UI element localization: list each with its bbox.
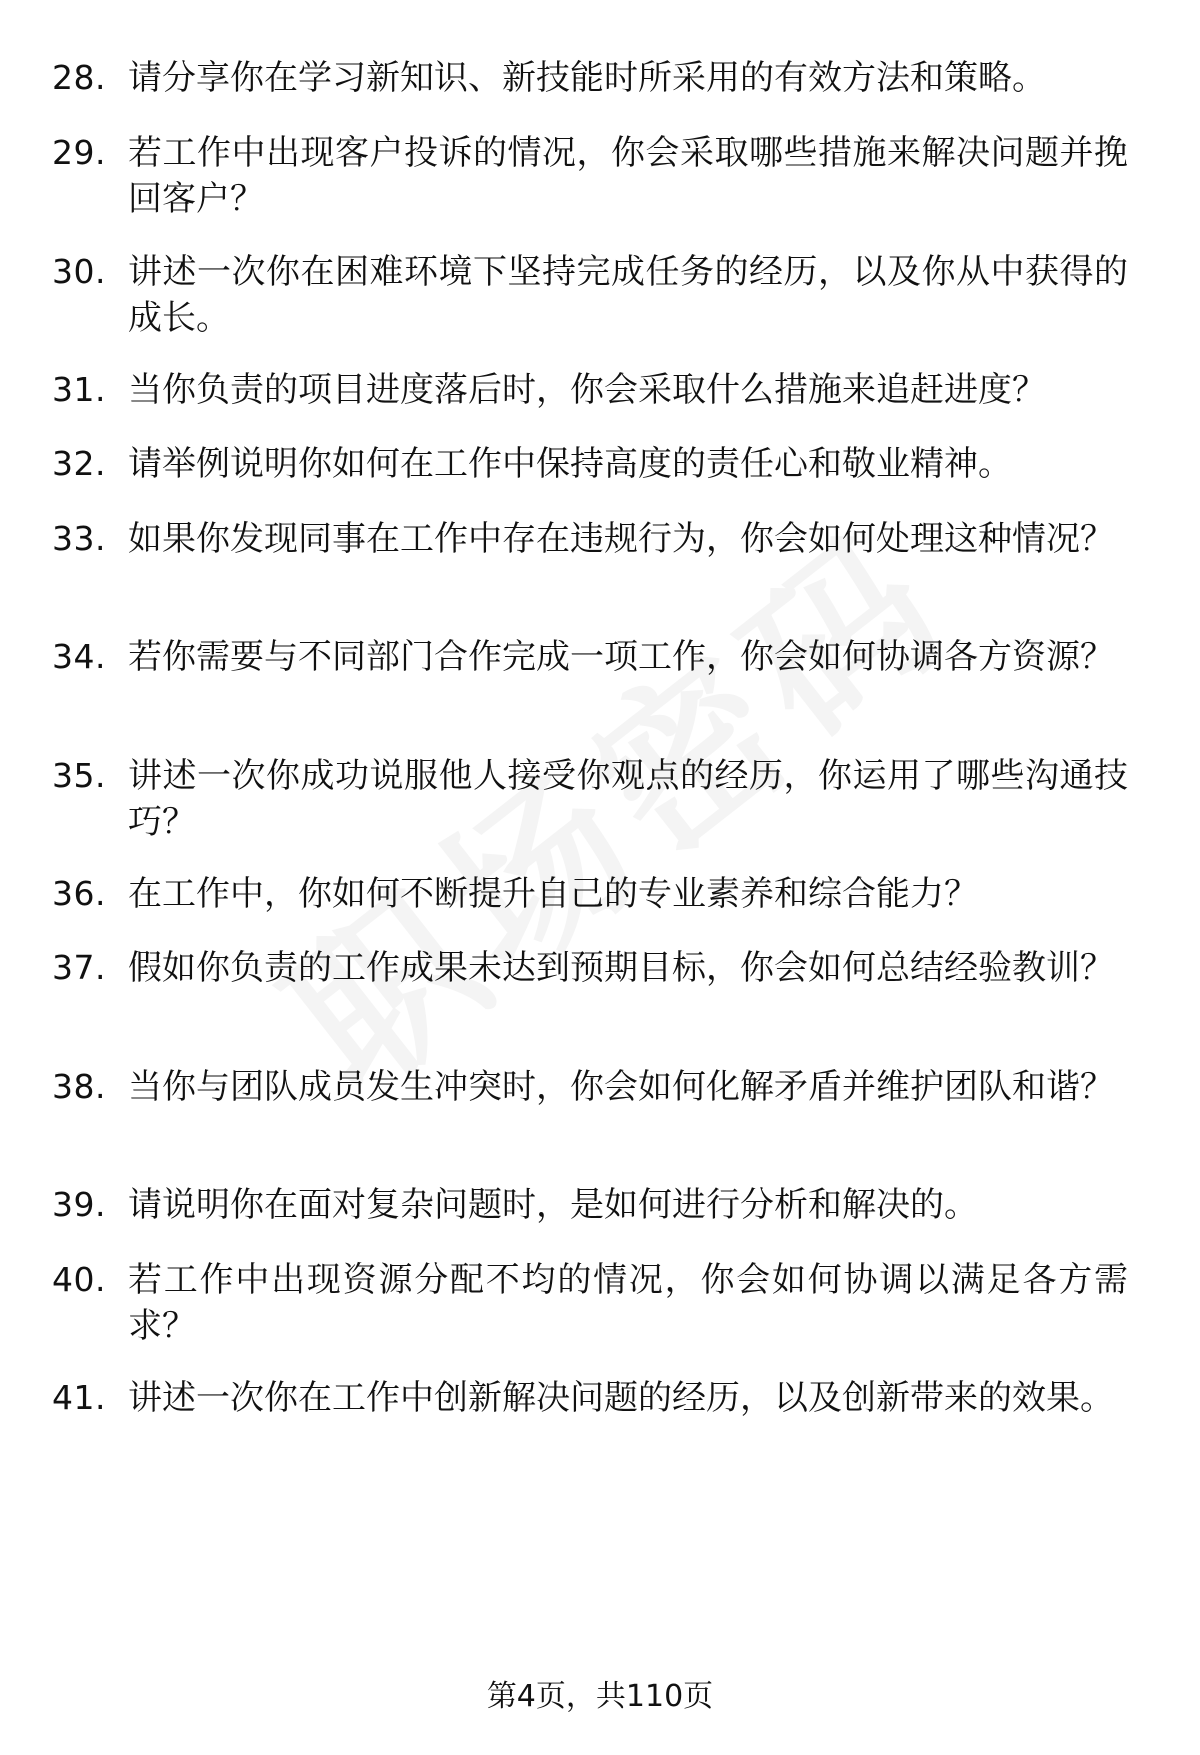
item-number: 41. bbox=[52, 1378, 106, 1417]
item-number: 28. bbox=[52, 58, 106, 97]
item-text: 当你与团队成员发生冲突时，你会如何化解矛盾并维护团队和谐？ bbox=[128, 1067, 1114, 1107]
item-number: 39. bbox=[52, 1185, 106, 1224]
item-text: 若工作中出现资源分配不均的情况，你会如何协调以满足各方需求？ bbox=[128, 1260, 1128, 1346]
item-number: 36. bbox=[52, 874, 106, 913]
list-item bbox=[52, 1257, 1152, 1349]
item-number: 29. bbox=[52, 133, 106, 172]
list-item bbox=[52, 367, 1152, 413]
item-number: 38. bbox=[52, 1067, 106, 1106]
list-item bbox=[52, 1375, 1152, 1421]
list-item bbox=[52, 1064, 1152, 1110]
item-number: 40. bbox=[52, 1260, 106, 1299]
item-number: 32. bbox=[52, 444, 106, 483]
item-text: 假如你负责的工作成果未达到预期目标，你会如何总结经验教训？ bbox=[128, 948, 1114, 988]
list-item bbox=[52, 55, 1152, 101]
list-item bbox=[52, 516, 1152, 562]
item-text: 讲述一次你成功说服他人接受你观点的经历，你运用了哪些沟通技巧？ bbox=[128, 756, 1128, 842]
item-text: 如果你发现同事在工作中存在违规行为，你会如何处理这种情况？ bbox=[128, 519, 1114, 559]
list-item bbox=[52, 945, 1152, 991]
list-item bbox=[52, 130, 1152, 222]
item-text: 若你需要与不同部门合作完成一项工作，你会如何协调各方资源？ bbox=[128, 637, 1114, 677]
list-item bbox=[52, 249, 1152, 341]
item-number: 31. bbox=[52, 370, 106, 409]
item-text: 讲述一次你在困难环境下坚持完成任务的经历，以及你从中获得的成长。 bbox=[128, 252, 1128, 338]
item-number: 35. bbox=[52, 756, 106, 795]
page-number-footer: 第4页，共110页 bbox=[486, 1679, 714, 1714]
item-number: 30. bbox=[52, 252, 106, 291]
item-text: 请分享你在学习新知识、新技能时所采用的有效方法和策略。 bbox=[128, 58, 1046, 98]
list-item bbox=[52, 871, 1152, 917]
list-item bbox=[52, 753, 1152, 845]
item-text: 当你负责的项目进度落后时，你会采取什么措施来追赶进度？ bbox=[128, 370, 1046, 410]
item-text: 在工作中，你如何不断提升自己的专业素养和综合能力？ bbox=[128, 874, 978, 914]
list-item bbox=[52, 1182, 1152, 1228]
item-number: 33. bbox=[52, 519, 106, 558]
item-text: 讲述一次你在工作中创新解决问题的经历，以及创新带来的效果。 bbox=[128, 1378, 1114, 1418]
item-text: 请举例说明你如何在工作中保持高度的责任心和敬业精神。 bbox=[128, 444, 1012, 484]
item-text: 请说明你在面对复杂问题时，是如何进行分析和解决的。 bbox=[128, 1185, 978, 1225]
item-number: 34. bbox=[52, 637, 106, 676]
item-text: 若工作中出现客户投诉的情况，你会采取哪些措施来解决问题并挽回客户？ bbox=[128, 133, 1128, 219]
list-item bbox=[52, 441, 1152, 487]
item-number: 37. bbox=[52, 948, 106, 987]
list-item bbox=[52, 634, 1152, 680]
